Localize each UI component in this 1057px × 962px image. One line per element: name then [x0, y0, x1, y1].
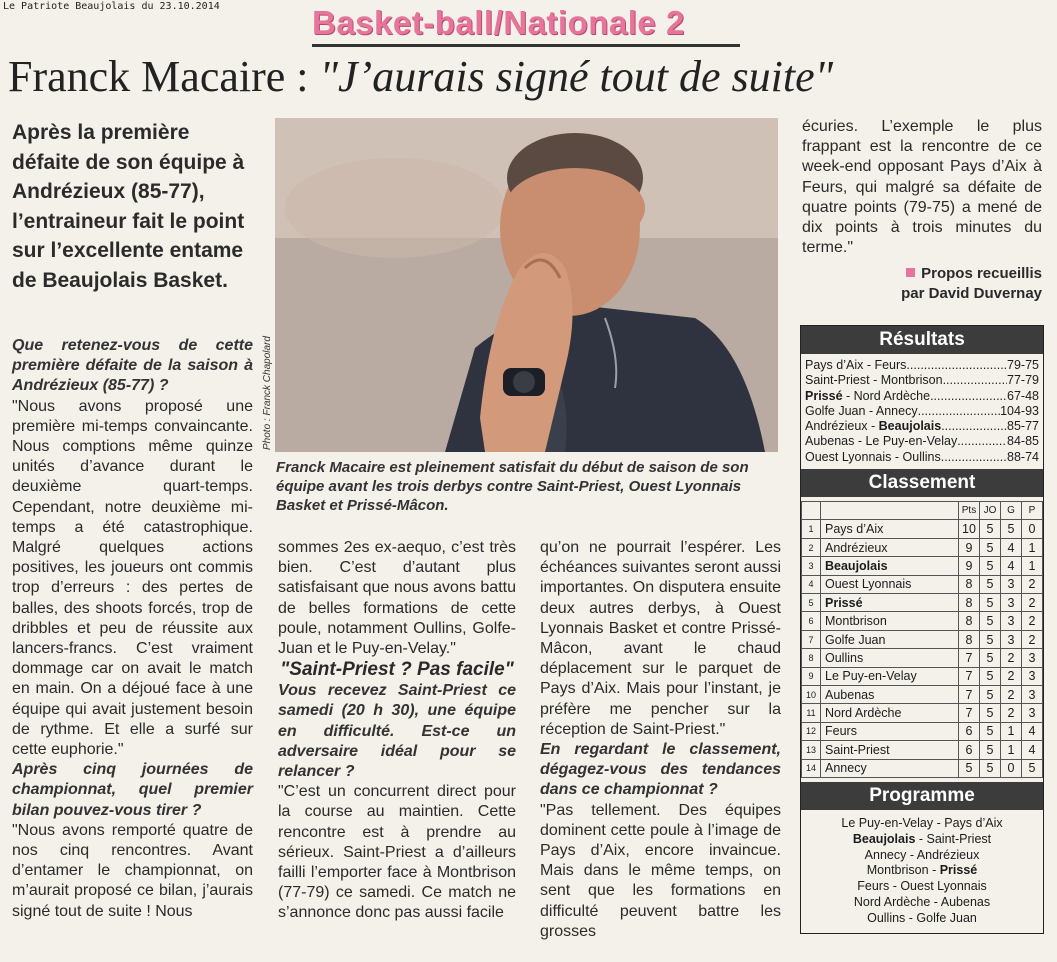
- answer-4: "Pas tellement. Des équipes dominent cette poule à l’image de Pays d’Aix, encore invaincue. Mais dans le même temps, on sent que les formations en difficulté peuvent battre les grosses: [540, 801, 781, 940]
- photo-caption: Franck Macaire est pleinement satisfait du début de saison de son équipe avant les trois derbys contre Saint-Priest, Ouest Lyonnais Basket et Prissé-Mâcon.: [276, 459, 749, 514]
- standings-jo: 5: [980, 575, 1001, 593]
- standings-g: 2: [1001, 667, 1022, 685]
- result-home-team: Prissé: [805, 388, 843, 403]
- result-home-team: Pays d’Aix: [805, 358, 864, 372]
- answer-2: "Nous avons remporté quatre de nos cinq rencontres. Avant d’entamer le championnat, on m’aurait proposé ce bilan, j’aurais signé tout de suite ! Nous: [12, 821, 253, 920]
- program-away-team: Andrézieux: [916, 847, 980, 862]
- program-row: Beaujolais - Saint-Priest: [852, 831, 992, 846]
- standings-row: [802, 741, 1043, 759]
- question-2: Après cinq journées de championnat, quel premier bilan pouvez-vous tirer ?: [12, 761, 253, 819]
- standings-jo: 5: [980, 722, 1001, 740]
- standings-pts: 7: [959, 685, 980, 703]
- question-3: Vous recevez Saint-Priest ce samedi (20 h 30), une équipe en difficulté. Est-ce un adversaire idéal pour se relancer ?: [278, 682, 516, 781]
- result-teams: Golfe Juan - Annecy: [805, 403, 918, 418]
- article-column-4: [802, 117, 1042, 304]
- program-away-team: Aubenas: [940, 894, 991, 909]
- standings-row: [802, 612, 1043, 630]
- standings-pts: 8: [959, 575, 980, 593]
- standings-g: 2: [1001, 649, 1022, 667]
- standings-rank: 1: [802, 520, 821, 538]
- standings-header-cell: P: [1022, 502, 1043, 520]
- standings-jo: 5: [980, 685, 1001, 703]
- standings-pts: 7: [959, 704, 980, 722]
- program-home-team: Annecy: [864, 847, 907, 862]
- program-row: Feurs - Ouest Lyonnais: [857, 879, 987, 894]
- standings-g: 0: [1001, 759, 1022, 777]
- standings-team: Saint-Priest: [821, 741, 959, 759]
- standings-p: 3: [1022, 649, 1043, 667]
- standings-p: 2: [1022, 575, 1043, 593]
- result-row: [805, 358, 1039, 373]
- standings-p: 4: [1022, 741, 1043, 759]
- standings-team: Pays d’Aix: [821, 520, 959, 538]
- standings-jo: 5: [980, 520, 1001, 538]
- standings-g: 5: [1001, 520, 1022, 538]
- standings-rank: 5: [802, 594, 821, 612]
- standings-p: 0: [1022, 520, 1043, 538]
- standings-g: 4: [1001, 538, 1022, 556]
- result-leader-dots: [941, 450, 1007, 465]
- standings-p: 2: [1022, 594, 1043, 612]
- standings-rank: 12: [802, 722, 821, 740]
- result-row: [805, 419, 1039, 434]
- answer-3: "C’est un concurrent direct pour la course au maintien. Cette rencontre est à prendre au sérieux. Saint-Priest a d’ailleurs failli l’emporter face à Montbrison (77-79) ce samedi. Ce match ne s’annonce donc pas aussi facile: [278, 783, 516, 922]
- standings-row: [802, 575, 1043, 593]
- standings-header-cell: Pts: [959, 502, 980, 520]
- article-column-3: [540, 538, 781, 942]
- result-score: 85-77: [1007, 419, 1039, 434]
- standings-p: 2: [1022, 630, 1043, 648]
- result-teams: Prissé - Nord Ardèche: [805, 388, 931, 403]
- program-list: [801, 810, 1043, 933]
- standings-rank: 14: [802, 759, 821, 777]
- program-away-team: Pays d’Aix: [944, 815, 1003, 830]
- standings-jo: 5: [980, 538, 1001, 556]
- standings-jo: 5: [980, 649, 1001, 667]
- standings-team: Oullins: [821, 649, 959, 667]
- result-score: 79-75: [1007, 358, 1039, 372]
- standings-header-row: [802, 502, 1043, 520]
- standings-team: Andrézieux: [821, 538, 959, 556]
- standings-rank: 10: [802, 685, 821, 703]
- standings-rank: 7: [802, 630, 821, 648]
- standings-row: [802, 667, 1043, 685]
- standings-row: [802, 722, 1043, 740]
- result-row: [805, 434, 1039, 449]
- standings-pts: 10: [959, 520, 980, 538]
- standings-g: 2: [1001, 685, 1022, 703]
- standings-jo: 5: [980, 741, 1001, 759]
- program-row: Nord Ardèche - Aubenas: [853, 894, 991, 909]
- standings-row: [802, 538, 1043, 556]
- standings-pts: 7: [959, 667, 980, 685]
- standings-team: Golfe Juan: [821, 630, 959, 648]
- result-row: [805, 450, 1039, 465]
- result-score: 84-85: [1007, 434, 1039, 449]
- standings-jo: 5: [980, 630, 1001, 648]
- standings-title: Classement: [801, 469, 1043, 497]
- program-home-team: Le Puy-en-Velay: [841, 815, 934, 830]
- result-row: [805, 373, 1039, 388]
- standings-jo: 5: [980, 612, 1001, 630]
- result-home-team: Saint-Priest: [805, 373, 870, 388]
- standings-jo: 5: [980, 667, 1001, 685]
- program-away-team: Saint-Priest: [926, 831, 992, 846]
- standings-g: 3: [1001, 594, 1022, 612]
- standings-team: Ouest Lyonnais: [821, 575, 959, 593]
- standings-header-cell: JO: [980, 502, 1001, 520]
- standings-row: [802, 520, 1043, 538]
- standings-team: Le Puy-en-Velay: [821, 667, 959, 685]
- question-4: En regardant le classement, dégagez-vous des tendances dans ce championnat ?: [540, 741, 781, 799]
- result-leader-dots: [943, 373, 1007, 388]
- standings-pts: 9: [959, 538, 980, 556]
- standings-rank: 2: [802, 538, 821, 556]
- answer-2-cont: sommes 2es ex-aequo, c’est très bien. C’est d’autant plus satisfaisant que nous avons battu de belles formations de cette poule, notamment Oullins, Golfe-Juan et le Puy-en-Velay.": [278, 539, 516, 658]
- standings-team: Prissé: [821, 594, 959, 612]
- result-away-team: Beaujolais: [878, 419, 942, 434]
- answer-4-cont: écuries. L’exemple le plus frappant est la rencontre de ce week-end opposant Pays d’Aix à Feurs, qui malgré sa défaite de quatre points (79-75) a mené de dix points à trois minutes du terme.": [802, 118, 1042, 257]
- result-leader-dots: [930, 389, 1007, 404]
- result-teams: Saint-Priest - Montbrison: [805, 373, 943, 388]
- standings-g: 3: [1001, 630, 1022, 648]
- result-leader-dots: [941, 419, 1007, 434]
- standings-pts: 5: [959, 759, 980, 777]
- standings-p: 5: [1022, 759, 1043, 777]
- standings-row: [802, 649, 1043, 667]
- result-away-team: Oullins: [902, 449, 941, 464]
- result-teams: Andrézieux - Beaujolais: [805, 419, 942, 434]
- result-teams: Pays d’Aix - Feurs: [805, 358, 907, 372]
- headline: [8, 51, 833, 102]
- source-line: Le Patriote Beaujolais du 23.10.2014: [3, 1, 220, 12]
- headline-quote: "J’aurais signé tout de suite": [319, 52, 834, 101]
- standings-team: Feurs: [821, 722, 959, 740]
- standings-row: [802, 594, 1043, 612]
- result-row: [805, 389, 1039, 404]
- rubric-rule: [312, 44, 740, 47]
- standings-pts: 8: [959, 594, 980, 612]
- standings-p: 1: [1022, 538, 1043, 556]
- results-title: Résultats: [801, 326, 1043, 354]
- result-row: [805, 404, 1039, 419]
- coach-photo: [275, 118, 778, 452]
- standings-row: [802, 557, 1043, 575]
- result-score: 67-48: [1007, 388, 1039, 403]
- standings-team: Nord Ardèche: [821, 704, 959, 722]
- program-away-team: Golfe Juan: [916, 910, 977, 925]
- program-row: Montbrison - Prissé: [866, 863, 978, 878]
- standings-g: 3: [1001, 575, 1022, 593]
- standings-rank: 11: [802, 704, 821, 722]
- result-score: 88-74: [1007, 449, 1039, 464]
- standings-p: 2: [1022, 612, 1043, 630]
- standings-jo: 5: [980, 557, 1001, 575]
- standings-rank: 13: [802, 741, 821, 759]
- program-home-team: Nord Ardèche: [853, 894, 931, 909]
- result-home-team: Ouest Lyonnais: [805, 449, 892, 464]
- standings-rank: 8: [802, 649, 821, 667]
- section-rubric: Basket-ball/Nationale 2: [312, 4, 685, 41]
- standings-table: [801, 501, 1043, 778]
- article-column-2: [278, 538, 516, 924]
- standings-jo: 5: [980, 759, 1001, 777]
- standings-rank: 9: [802, 667, 821, 685]
- question-1: Que retenez-vous de cette première défaite de la saison à Andrézieux (85-77) ?: [12, 337, 253, 395]
- headline-name: Franck Macaire :: [8, 52, 320, 101]
- result-leader-dots: [957, 434, 1007, 449]
- result-teams: Aubenas - Le Puy-en-Velay: [805, 434, 958, 449]
- photo-credit: Photo : Franck Chapolard: [262, 336, 273, 450]
- standings-rank: 3: [802, 557, 821, 575]
- program-row: Annecy - Andrézieux: [864, 847, 980, 862]
- standings-rank: 4: [802, 575, 821, 593]
- standings-jo: 5: [980, 594, 1001, 612]
- program-away-team: Ouest Lyonnais: [900, 879, 987, 894]
- byline-line-1: Propos recueillis: [921, 265, 1042, 283]
- standings-row: [802, 630, 1043, 648]
- standings-header-rank: [802, 502, 821, 520]
- standings-jo: 5: [980, 704, 1001, 722]
- program-row: Le Puy-en-Velay - Pays d’Aix: [841, 815, 1003, 830]
- standings-header-cell: G: [1001, 502, 1022, 520]
- result-away-team: Montbrison: [880, 373, 943, 388]
- standings-p: 3: [1022, 685, 1043, 703]
- program-home-team: Oullins: [867, 910, 906, 925]
- result-away-team: Nord Ardèche: [853, 388, 931, 403]
- article-column-1: [12, 336, 253, 922]
- result-leader-dots: [918, 404, 1000, 419]
- byline-line-2: par David Duvernay: [901, 285, 1042, 303]
- result-teams: Ouest Lyonnais - Oullins: [805, 449, 941, 464]
- results-list: [801, 354, 1043, 469]
- result-score: 77-79: [1007, 373, 1039, 388]
- program-home-team: Beaujolais: [852, 831, 916, 846]
- result-away-team: Le Puy-en-Velay: [865, 434, 958, 449]
- standings-row: [802, 759, 1043, 777]
- standings-p: 3: [1022, 704, 1043, 722]
- standings-team: Annecy: [821, 759, 959, 777]
- standings-team: Beaujolais: [821, 557, 959, 575]
- answer-3-cont: qu’on ne pourrait l’espérer. Les échéances suivantes seront aussi importantes. On disputera ensuite deux autres derbys, à Ouest Lyonnais Basket et contre Prissé-Mâcon, avant le chaud déplacement sur le parquet de Pays d’Aix. Mais pour l’instant, je préfère me pencher sur la réception de Saint-Priest.": [540, 539, 781, 738]
- standings-g: 3: [1001, 612, 1022, 630]
- result-score: 104-93: [1000, 403, 1039, 418]
- program-away-team: Prissé: [939, 863, 978, 878]
- standings-p: 4: [1022, 722, 1043, 740]
- standings-g: 1: [1001, 722, 1022, 740]
- standings-team: Montbrison: [821, 612, 959, 630]
- standings-pts: 6: [959, 741, 980, 759]
- standings-pts: 8: [959, 630, 980, 648]
- standings-row: [802, 685, 1043, 703]
- standings-g: 1: [1001, 741, 1022, 759]
- program-home-team: Feurs: [857, 879, 890, 894]
- standings-team: Aubenas: [821, 685, 959, 703]
- standings-pts: 9: [959, 557, 980, 575]
- results-sidebar: [800, 325, 1044, 934]
- result-away-team: Annecy: [875, 403, 918, 418]
- standings-row: [802, 704, 1043, 722]
- standings-pts: 8: [959, 612, 980, 630]
- standings-g: 4: [1001, 557, 1022, 575]
- subheading: "Saint-Priest ? Pas facile": [280, 659, 514, 681]
- result-home-team: Andrézieux: [805, 419, 868, 434]
- standings-pts: 6: [959, 722, 980, 740]
- result-home-team: Golfe Juan: [805, 403, 866, 418]
- standings-p: 1: [1022, 557, 1043, 575]
- standings-p: 3: [1022, 667, 1043, 685]
- standings-header-team: [821, 502, 959, 520]
- standings-g: 2: [1001, 704, 1022, 722]
- standings-rank: 6: [802, 612, 821, 630]
- result-home-team: Aubenas: [805, 434, 855, 449]
- program-home-team: Montbrison: [866, 863, 929, 878]
- program-title: Programme: [801, 782, 1043, 810]
- result-away-team: Feurs: [874, 358, 907, 372]
- program-row: Oullins - Golfe Juan: [867, 910, 977, 925]
- standings-pts: 7: [959, 649, 980, 667]
- lede: Après la première défaite de son équipe à Andrézieux (85-77), l’entraineur fait le point sur l’excellente entame de Beaujolais Basket.: [12, 121, 245, 292]
- answer-1: "Nous avons proposé une première mi-temps convaincante. Nous comptions même quinze unités d’avance durant le deuxième quart-temps. Cependant, notre deuxième mi-temps a été catastrophique. Malgré quelques actions positives, les joueurs ont commis trop d’erreurs : des pertes de balles, des shoots forcés, trop de dribbles et peu de réussite aux lancers-francs. C’est vraiment dommage car on avait le match en main. On a déjoué face à une équipe qui avait justement besoin de rythme. Et elle a surfé sur cette euphorie.": [12, 397, 253, 759]
- coach-photo-illustration: [275, 118, 778, 452]
- bullet-square-icon: [906, 268, 915, 277]
- result-leader-dots: [906, 358, 1007, 373]
- byline: [802, 264, 1042, 304]
